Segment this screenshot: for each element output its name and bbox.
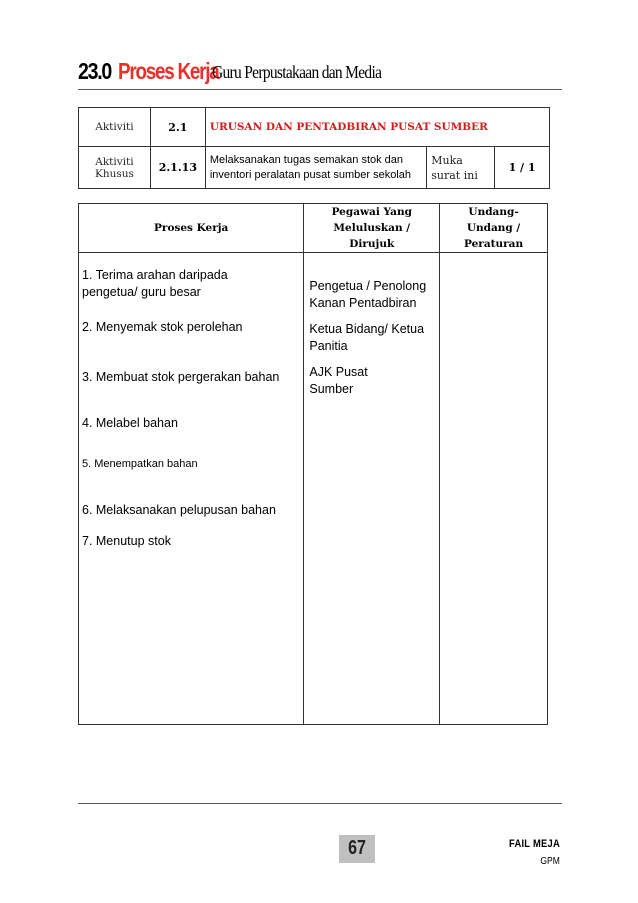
header-undang xyxy=(440,204,548,253)
fail-meja-label: FAIL MEJA xyxy=(509,838,560,850)
muka-surat-label xyxy=(427,147,495,189)
section-title: Proses Kerja xyxy=(118,58,219,84)
header-pegawai-line1: Pegawai Yang xyxy=(331,206,412,218)
khusus-label-line1: Aktiviti xyxy=(95,155,134,168)
aktiviti-code: 2.1 xyxy=(150,108,205,147)
step-2: 2. Menyemak stok perolehan xyxy=(82,320,243,334)
muka-surat-value: 1 / 1 xyxy=(495,147,550,189)
header-undang-line3: Peraturan xyxy=(464,238,524,250)
step-1-line2: pengetua/ guru besar xyxy=(82,285,201,299)
muka-label-line2: surat ini xyxy=(431,168,478,182)
process-steps-cell xyxy=(79,253,304,725)
aktiviti-label: Aktiviti xyxy=(79,108,151,147)
step-7: 7. Menutup stok xyxy=(82,534,171,548)
process-table xyxy=(78,203,548,725)
muka-label-line1: Muka xyxy=(431,153,463,167)
ref-1-line1: Pengetua / Penolong xyxy=(309,279,427,293)
gpm-label: GPM xyxy=(540,856,560,867)
approver-cell xyxy=(304,253,440,725)
ref-3-line2: Sumber xyxy=(309,382,354,396)
khusus-desc-line2: inventori peralatan pusat sumber sekolah xyxy=(209,168,411,181)
header-divider xyxy=(78,89,562,90)
header-undang-line2: Undang / xyxy=(466,222,521,234)
section-number: 23.0 xyxy=(78,58,111,84)
header-pegawai xyxy=(304,204,440,253)
step-6: 6. Melaksanakan pelupusan bahan xyxy=(82,503,276,517)
header-proses-kerja: Proses Kerja xyxy=(79,204,304,253)
ref-1-line2: Kanan Pentadbiran xyxy=(309,296,417,310)
page-header xyxy=(78,58,562,90)
header-pegawai-line3: Dirujuk xyxy=(349,238,395,250)
step-1-line1: 1. Terima arahan daripada xyxy=(82,268,228,282)
aktiviti-title: URUSAN DAN PENTADBIRAN PUSAT SUMBER xyxy=(205,108,549,147)
ref-2-line1: Ketua Bidang/ Ketua xyxy=(309,322,425,336)
footer-divider xyxy=(78,803,562,804)
step-5: 5. Menempatkan bahan xyxy=(82,458,198,470)
activity-info-table xyxy=(78,107,550,189)
ref-2-line2: Panitia xyxy=(309,339,348,353)
header-undang-line1: Undang- xyxy=(468,206,519,218)
ref-3-line1: AJK Pusat xyxy=(309,365,368,379)
page-number: 67 xyxy=(348,837,366,859)
khusus-label xyxy=(79,147,151,189)
step-4: 4. Melabel bahan xyxy=(82,416,178,430)
khusus-description xyxy=(205,147,426,189)
section-subtitle: Guru Perpustakaan dan Media xyxy=(212,62,382,82)
khusus-desc-line1: Melaksanakan tugas semakan stok dan xyxy=(209,153,404,166)
regulations-cell xyxy=(440,253,548,725)
header-pegawai-line2: Meluluskan / xyxy=(333,222,411,234)
page-number-box xyxy=(339,835,375,863)
khusus-code: 2.1.13 xyxy=(150,147,205,189)
step-3: 3. Membuat stok pergerakan bahan xyxy=(82,370,280,384)
khusus-label-line2: Khusus xyxy=(94,167,134,180)
